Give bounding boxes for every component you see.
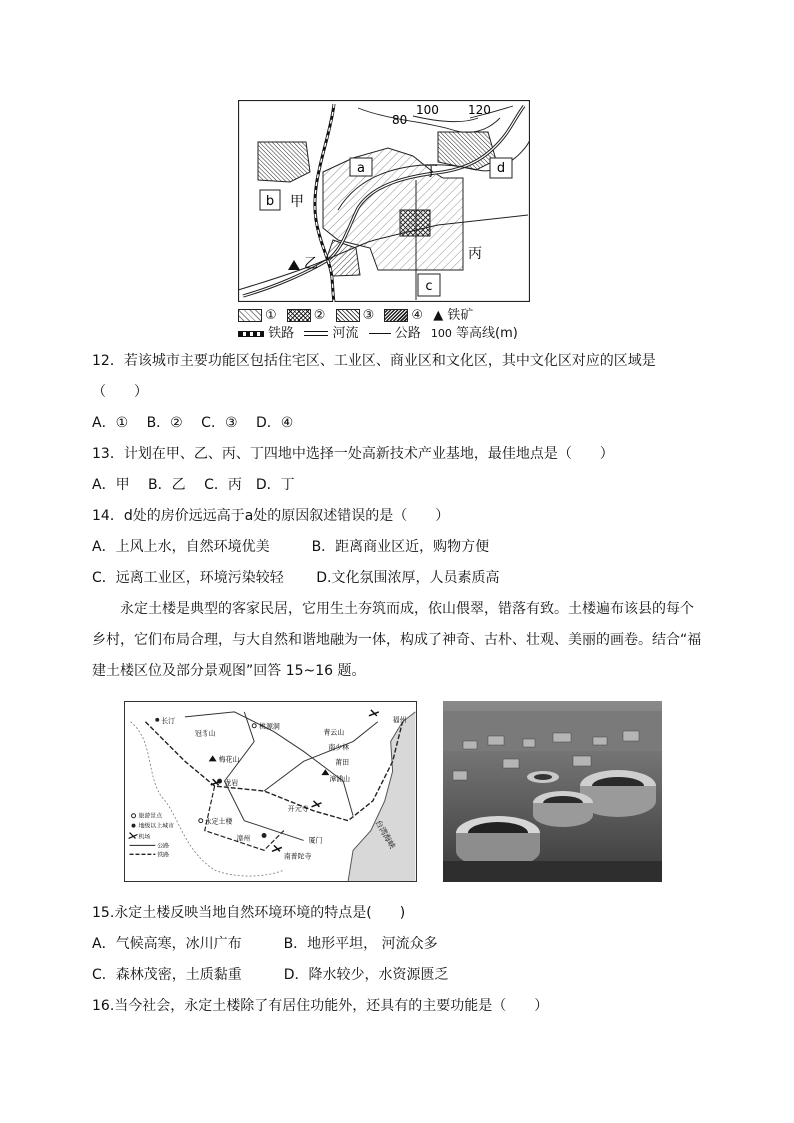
tulou-passage: 永定土楼是典型的客家民居，它用生土夯筑而成，依山偎翠，错落有致。土楼遍布该县的每个乡村，它们布局合理，与大自然和谐地融为一体，构成了神奇、古朴、壮观、美丽的画卷。结合“福建土楼区位及部分景观图”回答 15~16 题。 [92, 601, 702, 679]
place-nanputuosi: 南普陀寺 [283, 852, 312, 861]
q15-options-row1: A．气候高寒，冰川广布 B．地形平坦， 河流众多 [92, 936, 438, 952]
place-qingyunshan: 青云山 [323, 728, 345, 737]
place-nanshaolin: 南少林 [328, 743, 350, 752]
road-symbol-icon [369, 333, 391, 334]
place-zhangpushan: 漳浦山 [329, 775, 351, 784]
cross-hatch-swatch [287, 309, 311, 322]
label-bing: 丙 [468, 246, 482, 262]
diagonal-swatch [336, 309, 360, 322]
sparse-hatch-swatch [238, 309, 262, 322]
svg-text:地级以上城市: 地级以上城市 [138, 822, 175, 830]
zone-2 [400, 210, 430, 236]
label-yi: 乙 [304, 256, 318, 272]
map2-legend [129, 812, 174, 859]
q15-options-row2: C．森林茂密，土质黏重 D．降水较少，水资源匮乏 [92, 967, 449, 983]
q15-stem: 15.永定土楼反映当地自然环境环境的特点是( ) [92, 905, 406, 921]
place-kaiyuansi: 开元寺 [287, 804, 309, 813]
legend-railway: 铁路 [268, 326, 295, 341]
svg-text:机场: 机场 [138, 833, 151, 841]
label-a: a [357, 161, 365, 176]
legend-1: ① [265, 308, 277, 323]
svg-text:旅游景点: 旅游景点 [138, 812, 163, 820]
q13-stem: 13．计划在甲、乙、丙、丁四地中选择一处高新技术产业基地，最佳地点是（ ） [92, 446, 614, 462]
q12-stem-bracket: （ ） [92, 384, 148, 400]
map1-legend [238, 302, 568, 342]
q12-stem: 12．若该城市主要功能区包括住宅区、工业区、商业区和文化区，其中文化区对应的区域是 [92, 353, 656, 369]
label-jia: 甲 [290, 194, 304, 210]
place-yongding-tulou: 永定土楼 [204, 817, 233, 826]
svg-text:公路: 公路 [157, 842, 170, 850]
label-ding: 丁 [424, 164, 438, 180]
place-taoyuandong: 桃源洞 [259, 722, 280, 731]
legend-3: ③ [362, 308, 375, 323]
label-d: d [496, 161, 506, 176]
legend-road: 公路 [394, 326, 421, 341]
tulou-landscape-photo [443, 701, 662, 882]
place-changting: 长汀 [161, 716, 176, 725]
contour-80: 80 [392, 113, 408, 127]
svg-text:铁路: 铁路 [157, 851, 170, 859]
fujian-tulou-location-map [124, 701, 417, 882]
q13-options: A．甲 B．乙 C．丙 D．丁 [92, 477, 295, 493]
legend-contour-value: 100 [430, 327, 452, 340]
legend-river: 河流 [332, 326, 359, 341]
place-guanzhishan: 冠豸山 [194, 729, 216, 738]
place-zhangzhou: 漳州 [236, 834, 251, 843]
place-xiamen: 厦门 [308, 836, 323, 845]
q14-stem: 14．d处的房价远远高于a处的原因叙述错误的是（ ） [92, 508, 450, 524]
legend-contour: 等高线(m) [456, 326, 518, 341]
q12-options: A．① B．② C．③ D．④ [92, 415, 294, 431]
legend-4: ④ [411, 308, 424, 323]
q14-options-row2: C．远离工业区，环境污染较轻 D.文化氛围浓厚，人员素质高 [92, 570, 500, 586]
place-fuzhou: 福州 [392, 715, 407, 724]
q14-options-row1: A．上风上水，自然环境优美 B．距离商业区近，购物方便 [92, 539, 490, 555]
river-symbol-icon [304, 331, 328, 336]
city-functional-zone-map [238, 100, 530, 302]
legend-2: ② [313, 308, 326, 323]
contour-120: 120 [468, 103, 491, 117]
contour-100: 100 [416, 103, 439, 117]
label-c: c [425, 279, 433, 294]
railway-symbol-icon [238, 331, 264, 337]
place-longyan: 龙岩 [224, 779, 239, 788]
place-taiwan-strait: 台湾海峡 [373, 818, 398, 851]
place-putian: 莆田 [335, 758, 350, 767]
q16-stem: 16.当今社会，永定土楼除了有居住功能外，还具有的主要功能是（ ） [92, 998, 549, 1014]
place-meihuashan: 梅花山 [218, 755, 240, 764]
label-b: b [265, 194, 275, 209]
legend-mine: ▲ 铁矿 [433, 308, 474, 323]
dense-diagonal-swatch [384, 309, 408, 322]
